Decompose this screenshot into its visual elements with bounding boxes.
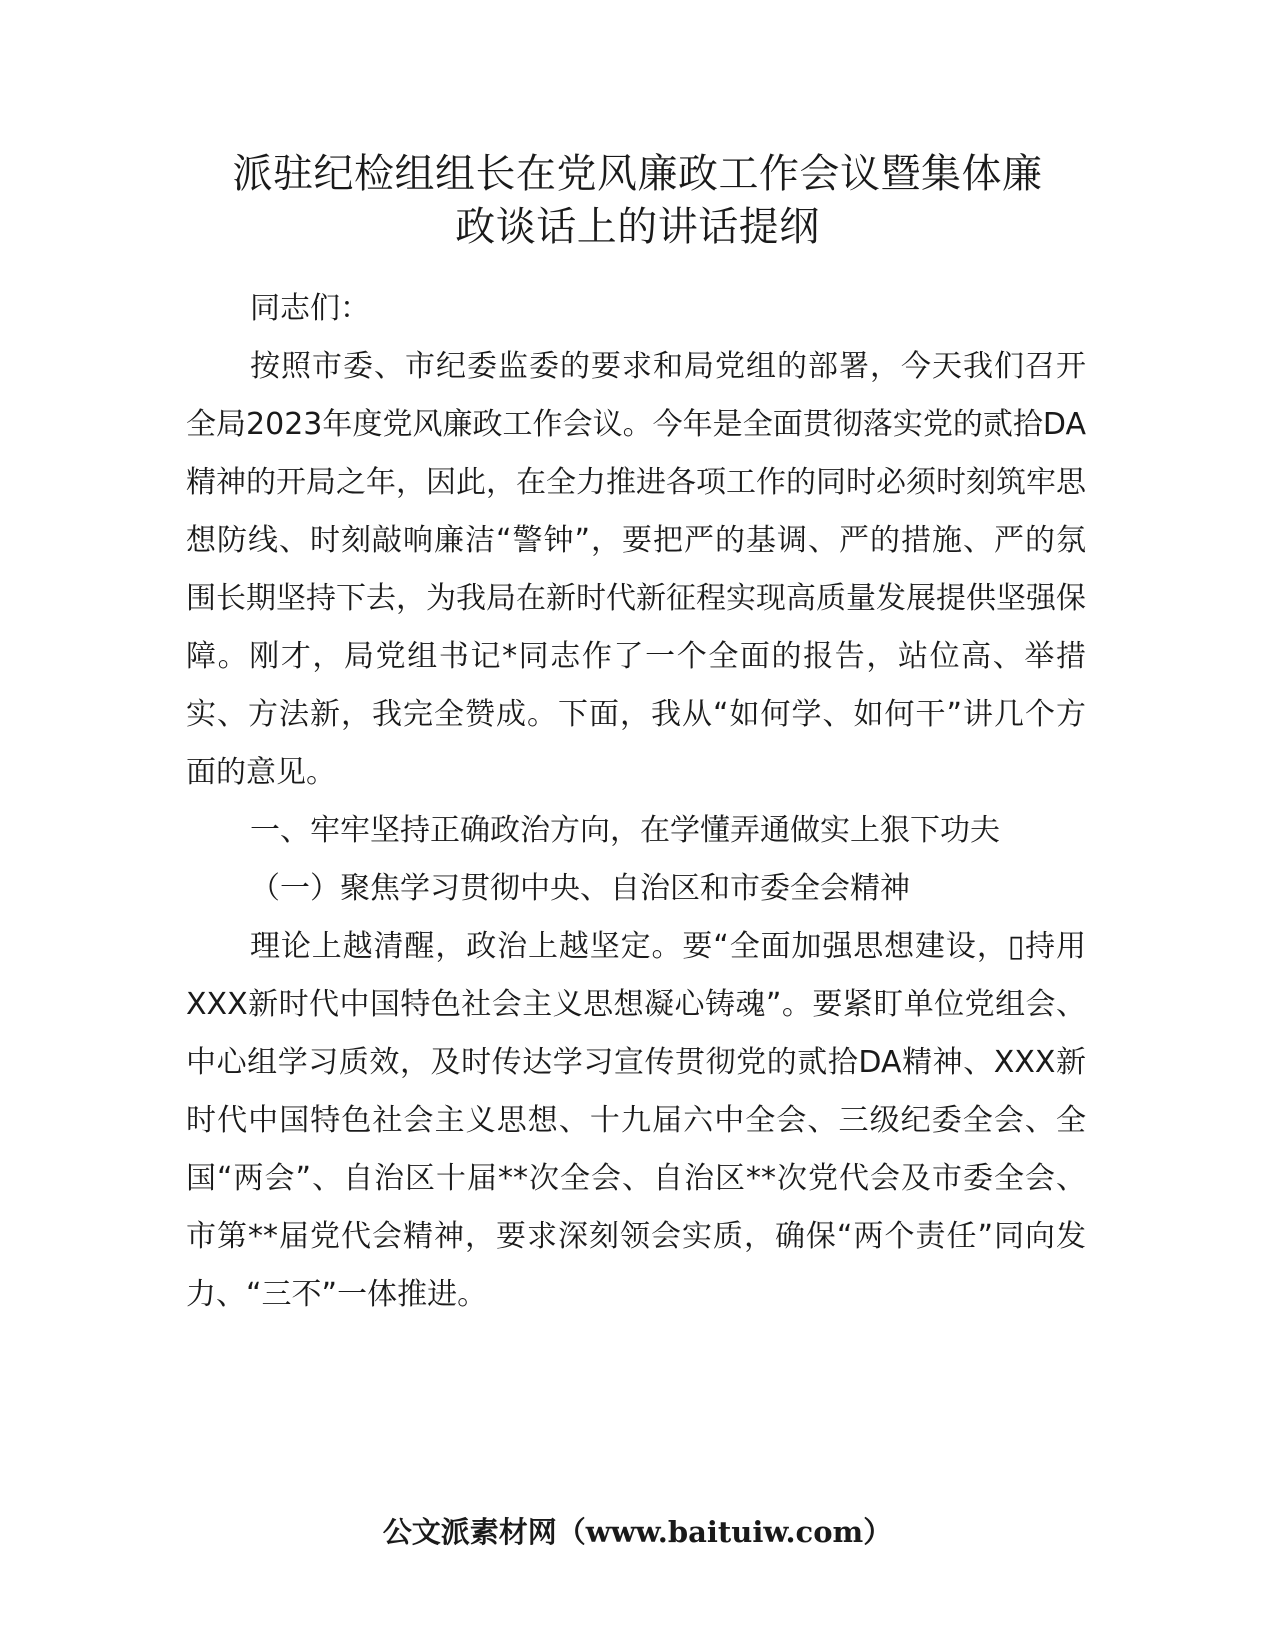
opening-paragraph: 按照市委、市纪委监委的要求和局党组的部署，今天我们召开全局2023年度党风廉政工作会议。今年是全面贯彻落实党的贰拾DA精神的开局之年，因此，在全力推进各项工作的同时必须时刻筑牢思想防线、时刻敲响廉洁“警钟”，要把严的基调、严的措施、严的氛围长期坚持下去，为我局在新时代新征程实现高质量发展提供坚强保障。刚才，局党组书记*同志作了一个全面的报告，站位高、举措实、方法新，我完全赞成。下面，我从“如何学、如何干”讲几个方面的意见。 xyxy=(186,349,1086,790)
title-line-1: 派驻纪检组组长在党风廉政工作会议暨集体廉 xyxy=(232,151,1043,197)
title-line-2: 政谈话上的讲话提纲 xyxy=(455,204,820,250)
theory-paragraph: 理论上越清醒，政治上越坚定。要“全面加强思想建设，▯持用 XXX新时代中国特色社会主义思想凝心铸魂”。要紧盯单位党组会、中心组学习质效，及时传达学习宣传贯彻党的贰拾DA精神、XXX新时代中国特色社会主义思想、十九届六中全会、三级纪委全会、全国“两会”、自治区十届**次全会、自治区**次党代会及市委全会、市第**届党代会精神，要求深刻领会实质，确保“两个责任”同向发力、“三不”一体推进。 xyxy=(186,929,1086,1312)
section-heading: 一、牢牢坚持正确政治方向，在学懂弄通做实上狠下功夫 xyxy=(250,813,1000,848)
salutation: 同志们： xyxy=(250,291,370,326)
subsection-heading: （一）聚焦学习贯彻中央、自治区和市委全会精神 xyxy=(250,871,910,906)
document-title xyxy=(150,148,1125,254)
document-body xyxy=(186,280,1086,1324)
footer-watermark: 公文派素材网（www.baituiw.com） xyxy=(382,1515,893,1549)
